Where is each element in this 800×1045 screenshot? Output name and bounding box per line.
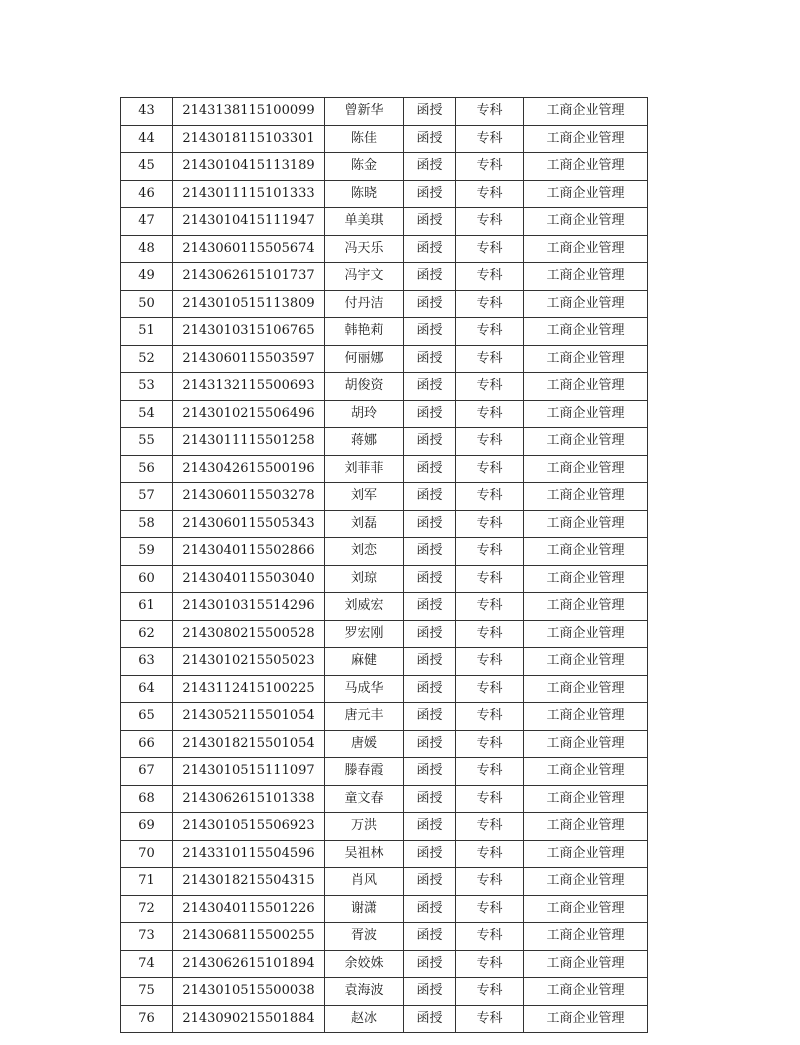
table-row [121, 978, 648, 1006]
student-name-cell: 罗宏刚 [325, 620, 404, 648]
major-cell: 工商企业管理 [524, 318, 648, 346]
table-row [121, 703, 648, 731]
study-mode-cell: 函授 [404, 263, 456, 291]
student-name-cell: 麻健 [325, 648, 404, 676]
row-number-cell: 66 [121, 730, 173, 758]
major-cell: 工商企业管理 [524, 290, 648, 318]
student-name-cell: 陈佳 [325, 125, 404, 153]
table-row [121, 593, 648, 621]
student-id-cell: 2143010515111097 [173, 758, 325, 786]
student-id-cell: 2143011115501258 [173, 428, 325, 456]
major-cell: 工商企业管理 [524, 400, 648, 428]
education-level-cell: 专科 [456, 263, 524, 291]
table-row [121, 923, 648, 951]
major-cell: 工商企业管理 [524, 840, 648, 868]
student-name-cell: 刘恋 [325, 538, 404, 566]
major-cell: 工商企业管理 [524, 978, 648, 1006]
major-cell: 工商企业管理 [524, 345, 648, 373]
student-name-cell: 胡俊资 [325, 373, 404, 401]
major-cell: 工商企业管理 [524, 923, 648, 951]
table-row [121, 648, 648, 676]
table-row [121, 180, 648, 208]
student-name-cell: 韩艳莉 [325, 318, 404, 346]
student-id-cell: 2143010315514296 [173, 593, 325, 621]
education-level-cell: 专科 [456, 208, 524, 236]
row-number-cell: 60 [121, 565, 173, 593]
study-mode-cell: 函授 [404, 620, 456, 648]
student-name-cell: 童文春 [325, 785, 404, 813]
study-mode-cell: 函授 [404, 345, 456, 373]
student-name-cell: 吴祖林 [325, 840, 404, 868]
education-level-cell: 专科 [456, 620, 524, 648]
major-cell: 工商企业管理 [524, 510, 648, 538]
row-number-cell: 50 [121, 290, 173, 318]
table-row [121, 868, 648, 896]
row-number-cell: 70 [121, 840, 173, 868]
study-mode-cell: 函授 [404, 648, 456, 676]
row-number-cell: 47 [121, 208, 173, 236]
student-id-cell: 2143138115100099 [173, 98, 325, 126]
row-number-cell: 75 [121, 978, 173, 1006]
student-id-cell: 2143060115503597 [173, 345, 325, 373]
education-level-cell: 专科 [456, 400, 524, 428]
study-mode-cell: 函授 [404, 758, 456, 786]
student-id-cell: 2143060115503278 [173, 483, 325, 511]
row-number-cell: 56 [121, 455, 173, 483]
major-cell: 工商企业管理 [524, 703, 648, 731]
student-id-cell: 2143062615101338 [173, 785, 325, 813]
student-id-cell: 2143112415100225 [173, 675, 325, 703]
study-mode-cell: 函授 [404, 125, 456, 153]
study-mode-cell: 函授 [404, 483, 456, 511]
education-level-cell: 专科 [456, 730, 524, 758]
study-mode-cell: 函授 [404, 318, 456, 346]
student-id-cell: 2143042615500196 [173, 455, 325, 483]
study-mode-cell: 函授 [404, 730, 456, 758]
major-cell: 工商企业管理 [524, 1005, 648, 1033]
study-mode-cell: 函授 [404, 868, 456, 896]
education-level-cell: 专科 [456, 153, 524, 181]
row-number-cell: 62 [121, 620, 173, 648]
table-row [121, 400, 648, 428]
student-name-cell: 刘菲菲 [325, 455, 404, 483]
major-cell: 工商企业管理 [524, 565, 648, 593]
student-id-cell: 2143090215501884 [173, 1005, 325, 1033]
row-number-cell: 46 [121, 180, 173, 208]
student-id-cell: 2143018215504315 [173, 868, 325, 896]
student-id-cell: 2143010415111947 [173, 208, 325, 236]
education-level-cell: 专科 [456, 538, 524, 566]
major-cell: 工商企业管理 [524, 675, 648, 703]
student-id-cell: 2143018215501054 [173, 730, 325, 758]
major-cell: 工商企业管理 [524, 730, 648, 758]
student-name-cell: 肖风 [325, 868, 404, 896]
study-mode-cell: 函授 [404, 675, 456, 703]
row-number-cell: 74 [121, 950, 173, 978]
row-number-cell: 53 [121, 373, 173, 401]
major-cell: 工商企业管理 [524, 593, 648, 621]
major-cell: 工商企业管理 [524, 538, 648, 566]
table-row [121, 1005, 648, 1033]
table-row [121, 153, 648, 181]
student-id-cell: 2143080215500528 [173, 620, 325, 648]
row-number-cell: 54 [121, 400, 173, 428]
education-level-cell: 专科 [456, 840, 524, 868]
row-number-cell: 69 [121, 813, 173, 841]
education-level-cell: 专科 [456, 868, 524, 896]
student-name-cell: 付丹洁 [325, 290, 404, 318]
row-number-cell: 43 [121, 98, 173, 126]
major-cell: 工商企业管理 [524, 950, 648, 978]
education-level-cell: 专科 [456, 675, 524, 703]
student-id-cell: 2143010515113809 [173, 290, 325, 318]
education-level-cell: 专科 [456, 923, 524, 951]
study-mode-cell: 函授 [404, 208, 456, 236]
table-row [121, 373, 648, 401]
row-number-cell: 61 [121, 593, 173, 621]
table-row [121, 510, 648, 538]
study-mode-cell: 函授 [404, 428, 456, 456]
row-number-cell: 73 [121, 923, 173, 951]
table-row [121, 813, 648, 841]
student-id-cell: 2143010515506923 [173, 813, 325, 841]
study-mode-cell: 函授 [404, 923, 456, 951]
row-number-cell: 51 [121, 318, 173, 346]
major-cell: 工商企业管理 [524, 483, 648, 511]
education-level-cell: 专科 [456, 978, 524, 1006]
table-row [121, 345, 648, 373]
row-number-cell: 44 [121, 125, 173, 153]
study-mode-cell: 函授 [404, 290, 456, 318]
student-id-cell: 2143010315106765 [173, 318, 325, 346]
student-name-cell: 余姣姝 [325, 950, 404, 978]
table-row [121, 318, 648, 346]
student-name-cell: 袁海波 [325, 978, 404, 1006]
row-number-cell: 63 [121, 648, 173, 676]
student-name-cell: 万洪 [325, 813, 404, 841]
study-mode-cell: 函授 [404, 373, 456, 401]
study-mode-cell: 函授 [404, 895, 456, 923]
row-number-cell: 67 [121, 758, 173, 786]
study-mode-cell: 函授 [404, 510, 456, 538]
student-name-cell: 单美琪 [325, 208, 404, 236]
student-name-cell: 唐媛 [325, 730, 404, 758]
major-cell: 工商企业管理 [524, 455, 648, 483]
education-level-cell: 专科 [456, 98, 524, 126]
education-level-cell: 专科 [456, 785, 524, 813]
education-level-cell: 专科 [456, 1005, 524, 1033]
student-id-cell: 2143060115505343 [173, 510, 325, 538]
study-mode-cell: 函授 [404, 1005, 456, 1033]
education-level-cell: 专科 [456, 510, 524, 538]
table-row [121, 620, 648, 648]
row-number-cell: 58 [121, 510, 173, 538]
major-cell: 工商企业管理 [524, 813, 648, 841]
education-level-cell: 专科 [456, 455, 524, 483]
table-row [121, 455, 648, 483]
row-number-cell: 65 [121, 703, 173, 731]
student-name-cell: 刘琼 [325, 565, 404, 593]
study-mode-cell: 函授 [404, 235, 456, 263]
table-row [121, 950, 648, 978]
student-roster-table [120, 97, 648, 1033]
student-id-cell: 2143011115101333 [173, 180, 325, 208]
student-id-cell: 2143040115501226 [173, 895, 325, 923]
education-level-cell: 专科 [456, 758, 524, 786]
major-cell: 工商企业管理 [524, 620, 648, 648]
row-number-cell: 76 [121, 1005, 173, 1033]
table-row [121, 235, 648, 263]
row-number-cell: 48 [121, 235, 173, 263]
row-number-cell: 71 [121, 868, 173, 896]
major-cell: 工商企业管理 [524, 785, 648, 813]
study-mode-cell: 函授 [404, 565, 456, 593]
student-id-cell: 2143040115502866 [173, 538, 325, 566]
education-level-cell: 专科 [456, 565, 524, 593]
education-level-cell: 专科 [456, 125, 524, 153]
major-cell: 工商企业管理 [524, 180, 648, 208]
table-row [121, 483, 648, 511]
table-row [121, 125, 648, 153]
student-id-cell: 2143010415113189 [173, 153, 325, 181]
education-level-cell: 专科 [456, 950, 524, 978]
row-number-cell: 64 [121, 675, 173, 703]
study-mode-cell: 函授 [404, 950, 456, 978]
student-id-cell: 2143062615101894 [173, 950, 325, 978]
major-cell: 工商企业管理 [524, 263, 648, 291]
education-level-cell: 专科 [456, 483, 524, 511]
education-level-cell: 专科 [456, 318, 524, 346]
study-mode-cell: 函授 [404, 455, 456, 483]
major-cell: 工商企业管理 [524, 373, 648, 401]
table-row [121, 730, 648, 758]
table-row [121, 785, 648, 813]
student-name-cell: 冯天乐 [325, 235, 404, 263]
student-name-cell: 唐元丰 [325, 703, 404, 731]
student-id-cell: 2143068115500255 [173, 923, 325, 951]
study-mode-cell: 函授 [404, 593, 456, 621]
student-name-cell: 胥波 [325, 923, 404, 951]
study-mode-cell: 函授 [404, 538, 456, 566]
student-id-cell: 2143132115500693 [173, 373, 325, 401]
student-name-cell: 冯宇文 [325, 263, 404, 291]
major-cell: 工商企业管理 [524, 125, 648, 153]
major-cell: 工商企业管理 [524, 868, 648, 896]
education-level-cell: 专科 [456, 703, 524, 731]
study-mode-cell: 函授 [404, 180, 456, 208]
education-level-cell: 专科 [456, 180, 524, 208]
major-cell: 工商企业管理 [524, 235, 648, 263]
student-name-cell: 刘磊 [325, 510, 404, 538]
row-number-cell: 52 [121, 345, 173, 373]
table-row [121, 290, 648, 318]
table-row [121, 208, 648, 236]
major-cell: 工商企业管理 [524, 428, 648, 456]
table-row [121, 675, 648, 703]
study-mode-cell: 函授 [404, 840, 456, 868]
education-level-cell: 专科 [456, 895, 524, 923]
row-number-cell: 45 [121, 153, 173, 181]
education-level-cell: 专科 [456, 813, 524, 841]
study-mode-cell: 函授 [404, 400, 456, 428]
table-row [121, 565, 648, 593]
student-name-cell: 胡玲 [325, 400, 404, 428]
education-level-cell: 专科 [456, 648, 524, 676]
student-name-cell: 刘威宏 [325, 593, 404, 621]
study-mode-cell: 函授 [404, 703, 456, 731]
student-name-cell: 何丽娜 [325, 345, 404, 373]
major-cell: 工商企业管理 [524, 208, 648, 236]
education-level-cell: 专科 [456, 373, 524, 401]
education-level-cell: 专科 [456, 290, 524, 318]
student-name-cell: 赵冰 [325, 1005, 404, 1033]
row-number-cell: 59 [121, 538, 173, 566]
table-row [121, 538, 648, 566]
student-id-cell: 2143310115504596 [173, 840, 325, 868]
study-mode-cell: 函授 [404, 153, 456, 181]
education-level-cell: 专科 [456, 428, 524, 456]
student-name-cell: 刘军 [325, 483, 404, 511]
student-id-cell: 2143010215505023 [173, 648, 325, 676]
student-id-cell: 2143010215506496 [173, 400, 325, 428]
table-row [121, 428, 648, 456]
major-cell: 工商企业管理 [524, 895, 648, 923]
student-name-cell: 滕春霞 [325, 758, 404, 786]
table-row [121, 98, 648, 126]
major-cell: 工商企业管理 [524, 98, 648, 126]
student-name-cell: 陈晓 [325, 180, 404, 208]
student-name-cell: 马成华 [325, 675, 404, 703]
row-number-cell: 68 [121, 785, 173, 813]
major-cell: 工商企业管理 [524, 758, 648, 786]
major-cell: 工商企业管理 [524, 153, 648, 181]
study-mode-cell: 函授 [404, 785, 456, 813]
student-name-cell: 蒋娜 [325, 428, 404, 456]
table-row [121, 263, 648, 291]
student-id-cell: 2143062615101737 [173, 263, 325, 291]
study-mode-cell: 函授 [404, 813, 456, 841]
table-row [121, 895, 648, 923]
student-name-cell: 陈金 [325, 153, 404, 181]
study-mode-cell: 函授 [404, 98, 456, 126]
student-id-cell: 2143010515500038 [173, 978, 325, 1006]
student-id-cell: 2143060115505674 [173, 235, 325, 263]
table-row [121, 758, 648, 786]
row-number-cell: 49 [121, 263, 173, 291]
student-id-cell: 2143040115503040 [173, 565, 325, 593]
row-number-cell: 57 [121, 483, 173, 511]
row-number-cell: 55 [121, 428, 173, 456]
study-mode-cell: 函授 [404, 978, 456, 1006]
table-row [121, 840, 648, 868]
roster-body [121, 98, 648, 1033]
student-id-cell: 2143052115501054 [173, 703, 325, 731]
education-level-cell: 专科 [456, 345, 524, 373]
education-level-cell: 专科 [456, 593, 524, 621]
student-name-cell: 曾新华 [325, 98, 404, 126]
major-cell: 工商企业管理 [524, 648, 648, 676]
education-level-cell: 专科 [456, 235, 524, 263]
row-number-cell: 72 [121, 895, 173, 923]
student-id-cell: 2143018115103301 [173, 125, 325, 153]
student-name-cell: 谢潇 [325, 895, 404, 923]
